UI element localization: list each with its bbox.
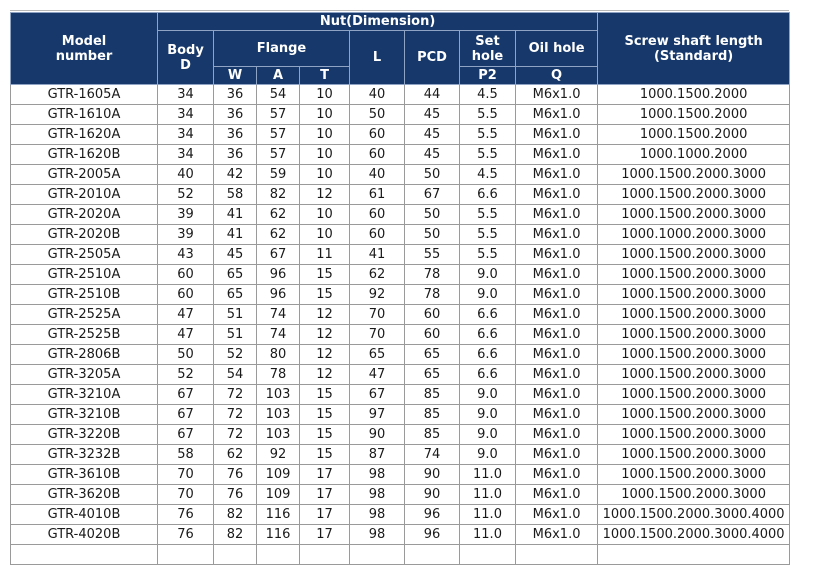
- cell-pcd: 67: [405, 185, 460, 205]
- cell-flange-a: 62: [257, 225, 300, 245]
- cell-flange-a: 67: [257, 245, 300, 265]
- cell-pcd: 45: [405, 145, 460, 165]
- cell-oil-hole-q: M6x1.0: [516, 445, 598, 465]
- cell-flange-t: 15: [300, 285, 350, 305]
- cell-set-hole-p2: 9.0: [460, 285, 516, 305]
- cell-set-hole-p2: 9.0: [460, 265, 516, 285]
- cell-screw-shaft-length: 1000.1500.2000.3000.4000: [598, 525, 790, 545]
- header-screw-line1: Screw shaft length: [624, 33, 763, 49]
- cell-length-l: 65: [350, 345, 405, 365]
- cell-model-number: GTR-2806B: [11, 345, 158, 365]
- cell-body-d: [158, 545, 214, 565]
- cell-set-hole-p2: 11.0: [460, 485, 516, 505]
- cell-flange-a: 59: [257, 165, 300, 185]
- cell-set-hole-p2: 9.0: [460, 385, 516, 405]
- cell-pcd: 96: [405, 525, 460, 545]
- table-row: [11, 505, 790, 525]
- cell-set-hole-p2: 5.5: [460, 205, 516, 225]
- cell-screw-shaft-length: 1000.1500.2000.3000: [598, 465, 790, 485]
- cell-flange-w: 45: [214, 245, 257, 265]
- cell-body-d: 76: [158, 505, 214, 525]
- cell-model-number: GTR-2510B: [11, 285, 158, 305]
- cell-flange-t: 10: [300, 145, 350, 165]
- cell-flange-t: 10: [300, 205, 350, 225]
- cell-screw-shaft-length: 1000.1500.2000.3000.4000: [598, 505, 790, 525]
- cell-set-hole-p2: 5.5: [460, 225, 516, 245]
- cell-set-hole-p2: 4.5: [460, 85, 516, 105]
- cell-oil-hole-q: M6x1.0: [516, 465, 598, 485]
- cell-pcd: 85: [405, 405, 460, 425]
- header-w: W: [214, 67, 257, 85]
- cell-length-l: 60: [350, 145, 405, 165]
- cell-model-number: GTR-3620B: [11, 485, 158, 505]
- cell-pcd: 90: [405, 485, 460, 505]
- table-row: [11, 145, 790, 165]
- cell-flange-w: 36: [214, 125, 257, 145]
- cell-flange-t: 17: [300, 525, 350, 545]
- cell-flange-a: 109: [257, 465, 300, 485]
- header-set-line1: Set: [475, 33, 500, 49]
- table-row: [11, 185, 790, 205]
- table-row: [11, 425, 790, 445]
- cell-flange-w: 76: [214, 465, 257, 485]
- cell-flange-a: 57: [257, 145, 300, 165]
- cell-oil-hole-q: M6x1.0: [516, 365, 598, 385]
- cell-flange-t: 15: [300, 265, 350, 285]
- cell-length-l: 50: [350, 105, 405, 125]
- cell-model-number: GTR-1620B: [11, 145, 158, 165]
- cell-length-l: 41: [350, 245, 405, 265]
- cell-oil-hole-q: M6x1.0: [516, 505, 598, 525]
- cell-flange-t: [300, 545, 350, 565]
- cell-screw-shaft-length: 1000.1500.2000.3000: [598, 425, 790, 445]
- cell-model-number: GTR-1605A: [11, 85, 158, 105]
- cell-model-number: GTR-4020B: [11, 525, 158, 545]
- cell-flange-w: 51: [214, 305, 257, 325]
- cell-model-number: GTR-2525A: [11, 305, 158, 325]
- table-row: [11, 365, 790, 385]
- cell-length-l: 60: [350, 125, 405, 145]
- cell-length-l: 40: [350, 85, 405, 105]
- cell-body-d: 52: [158, 365, 214, 385]
- cell-body-d: 67: [158, 425, 214, 445]
- cell-flange-t: 10: [300, 125, 350, 145]
- cell-model-number: GTR-3610B: [11, 465, 158, 485]
- cell-pcd: 45: [405, 105, 460, 125]
- cell-screw-shaft-length: 1000.1500.2000.3000: [598, 445, 790, 465]
- cell-flange-t: 12: [300, 365, 350, 385]
- cell-flange-t: 17: [300, 465, 350, 485]
- table-row: [11, 225, 790, 245]
- cell-oil-hole-q: [516, 545, 598, 565]
- ball-screw-spec-table: [10, 12, 790, 565]
- cell-body-d: 47: [158, 325, 214, 345]
- cell-screw-shaft-length: 1000.1500.2000: [598, 105, 790, 125]
- cell-model-number: GTR-2525B: [11, 325, 158, 345]
- cell-pcd: 50: [405, 165, 460, 185]
- cell-flange-a: 103: [257, 385, 300, 405]
- cell-flange-a: 92: [257, 445, 300, 465]
- cell-set-hole-p2: 6.6: [460, 185, 516, 205]
- header-oil-hole: Oil hole: [516, 31, 598, 67]
- cell-length-l: 98: [350, 505, 405, 525]
- table-row: [11, 385, 790, 405]
- cell-screw-shaft-length: 1000.1000.2000: [598, 145, 790, 165]
- cell-flange-a: 54: [257, 85, 300, 105]
- cell-model-number: GTR-2005A: [11, 165, 158, 185]
- cell-length-l: 61: [350, 185, 405, 205]
- cell-flange-w: 36: [214, 105, 257, 125]
- cell-length-l: 40: [350, 165, 405, 185]
- cell-pcd: 78: [405, 265, 460, 285]
- cell-body-d: 76: [158, 525, 214, 545]
- cell-flange-w: 82: [214, 505, 257, 525]
- cell-model-number: GTR-3210B: [11, 405, 158, 425]
- cell-model-number: GTR-3220B: [11, 425, 158, 445]
- cell-oil-hole-q: M6x1.0: [516, 185, 598, 205]
- cell-length-l: 62: [350, 265, 405, 285]
- cell-screw-shaft-length: 1000.1500.2000.3000: [598, 385, 790, 405]
- header-body: [158, 31, 214, 85]
- cell-flange-a: 82: [257, 185, 300, 205]
- cell-pcd: 90: [405, 465, 460, 485]
- cell-length-l: 87: [350, 445, 405, 465]
- table-row: [11, 465, 790, 485]
- header-screw-line2: (Standard): [653, 48, 734, 64]
- cell-model-number: GTR-3205A: [11, 365, 158, 385]
- cell-screw-shaft-length: 1000.1500.2000.3000: [598, 305, 790, 325]
- cell-flange-a: 57: [257, 125, 300, 145]
- cell-model-number: GTR-4010B: [11, 505, 158, 525]
- cell-flange-w: 65: [214, 285, 257, 305]
- cell-flange-a: 116: [257, 525, 300, 545]
- cell-screw-shaft-length: 1000.1500.2000.3000: [598, 485, 790, 505]
- cell-model-number: GTR-1610A: [11, 105, 158, 125]
- cell-flange-a: 116: [257, 505, 300, 525]
- cell-model-number: [11, 545, 158, 565]
- table-row: [11, 405, 790, 425]
- header-body-line1: Body: [167, 42, 204, 58]
- cell-flange-a: 74: [257, 325, 300, 345]
- cell-oil-hole-q: M6x1.0: [516, 265, 598, 285]
- cell-pcd: 65: [405, 365, 460, 385]
- cell-flange-t: 15: [300, 405, 350, 425]
- cell-pcd: 85: [405, 425, 460, 445]
- cell-length-l: 92: [350, 285, 405, 305]
- cell-pcd: 85: [405, 385, 460, 405]
- header-flange: Flange: [214, 31, 350, 67]
- cell-body-d: 60: [158, 265, 214, 285]
- cell-flange-w: 72: [214, 405, 257, 425]
- table-row: [11, 345, 790, 365]
- cell-length-l: 60: [350, 225, 405, 245]
- cell-screw-shaft-length: [598, 545, 790, 565]
- cell-flange-w: 36: [214, 145, 257, 165]
- table-row: [11, 205, 790, 225]
- cell-set-hole-p2: 9.0: [460, 445, 516, 465]
- cell-screw-shaft-length: 1000.1500.2000.3000: [598, 365, 790, 385]
- cell-flange-t: 12: [300, 325, 350, 345]
- cell-flange-a: 109: [257, 485, 300, 505]
- cell-set-hole-p2: 6.6: [460, 305, 516, 325]
- header-body-line2: D: [180, 57, 191, 73]
- cell-screw-shaft-length: 1000.1500.2000.3000: [598, 165, 790, 185]
- cell-body-d: 43: [158, 245, 214, 265]
- header-a: A: [257, 67, 300, 85]
- cell-body-d: 34: [158, 85, 214, 105]
- cell-body-d: 58: [158, 445, 214, 465]
- header-t: T: [300, 67, 350, 85]
- header-screw-shaft-length: [598, 13, 790, 85]
- cell-screw-shaft-length: 1000.1500.2000.3000: [598, 285, 790, 305]
- cell-body-d: 70: [158, 465, 214, 485]
- cell-set-hole-p2: 4.5: [460, 165, 516, 185]
- cell-length-l: 67: [350, 385, 405, 405]
- cell-model-number: GTR-2020B: [11, 225, 158, 245]
- table-row: [11, 445, 790, 465]
- cell-set-hole-p2: 5.5: [460, 245, 516, 265]
- cell-flange-w: [214, 545, 257, 565]
- cell-flange-w: 41: [214, 205, 257, 225]
- cell-model-number: GTR-3232B: [11, 445, 158, 465]
- cell-flange-w: 72: [214, 385, 257, 405]
- cell-set-hole-p2: 5.5: [460, 125, 516, 145]
- cell-screw-shaft-length: 1000.1500.2000.3000: [598, 405, 790, 425]
- table-row: [11, 265, 790, 285]
- header-model-number: [11, 13, 158, 85]
- cell-flange-a: 62: [257, 205, 300, 225]
- cell-flange-t: 12: [300, 305, 350, 325]
- cell-length-l: 98: [350, 465, 405, 485]
- cell-flange-w: 51: [214, 325, 257, 345]
- table-body: [11, 85, 790, 565]
- cell-set-hole-p2: 5.5: [460, 145, 516, 165]
- cell-model-number: GTR-2010A: [11, 185, 158, 205]
- cell-oil-hole-q: M6x1.0: [516, 485, 598, 505]
- cell-body-d: 39: [158, 225, 214, 245]
- cell-screw-shaft-length: 1000.1500.2000: [598, 85, 790, 105]
- cell-body-d: 67: [158, 405, 214, 425]
- cell-body-d: 50: [158, 345, 214, 365]
- cell-flange-w: 42: [214, 165, 257, 185]
- cell-oil-hole-q: M6x1.0: [516, 205, 598, 225]
- cell-flange-t: 11: [300, 245, 350, 265]
- cell-set-hole-p2: 11.0: [460, 505, 516, 525]
- cell-length-l: 70: [350, 305, 405, 325]
- cell-flange-w: 52: [214, 345, 257, 365]
- cell-length-l: 90: [350, 425, 405, 445]
- cell-flange-a: 96: [257, 265, 300, 285]
- table-row: [11, 545, 790, 565]
- header-p2: P2: [460, 67, 516, 85]
- cell-screw-shaft-length: 1000.1500.2000.3000: [598, 245, 790, 265]
- cell-flange-w: 54: [214, 365, 257, 385]
- cell-pcd: 60: [405, 305, 460, 325]
- cell-oil-hole-q: M6x1.0: [516, 245, 598, 265]
- cell-oil-hole-q: M6x1.0: [516, 385, 598, 405]
- cell-oil-hole-q: M6x1.0: [516, 405, 598, 425]
- top-border-line: [10, 10, 789, 11]
- cell-oil-hole-q: M6x1.0: [516, 105, 598, 125]
- header-nut-dimension: Nut(Dimension): [158, 13, 598, 31]
- cell-flange-w: 82: [214, 525, 257, 545]
- cell-length-l: 70: [350, 325, 405, 345]
- cell-flange-w: 62: [214, 445, 257, 465]
- cell-set-hole-p2: 9.0: [460, 425, 516, 445]
- table-row: [11, 285, 790, 305]
- cell-screw-shaft-length: 1000.1500.2000: [598, 125, 790, 145]
- cell-set-hole-p2: 6.6: [460, 365, 516, 385]
- cell-oil-hole-q: M6x1.0: [516, 345, 598, 365]
- cell-model-number: GTR-3210A: [11, 385, 158, 405]
- cell-flange-t: 17: [300, 505, 350, 525]
- cell-flange-a: 80: [257, 345, 300, 365]
- table-row: [11, 105, 790, 125]
- header-q: Q: [516, 67, 598, 85]
- cell-set-hole-p2: 9.0: [460, 405, 516, 425]
- cell-flange-t: 10: [300, 85, 350, 105]
- cell-body-d: 60: [158, 285, 214, 305]
- cell-set-hole-p2: [460, 545, 516, 565]
- table-header: [11, 13, 790, 85]
- header-set-hole: [460, 31, 516, 67]
- cell-flange-t: 10: [300, 105, 350, 125]
- cell-pcd: 44: [405, 85, 460, 105]
- cell-model-number: GTR-1620A: [11, 125, 158, 145]
- cell-body-d: 34: [158, 105, 214, 125]
- cell-screw-shaft-length: 1000.1500.2000.3000: [598, 205, 790, 225]
- cell-flange-t: 12: [300, 185, 350, 205]
- cell-pcd: 74: [405, 445, 460, 465]
- cell-pcd: 45: [405, 125, 460, 145]
- cell-pcd: 50: [405, 205, 460, 225]
- cell-model-number: GTR-2510A: [11, 265, 158, 285]
- cell-pcd: 55: [405, 245, 460, 265]
- cell-length-l: 47: [350, 365, 405, 385]
- table-row: [11, 125, 790, 145]
- cell-pcd: 96: [405, 505, 460, 525]
- cell-oil-hole-q: M6x1.0: [516, 165, 598, 185]
- cell-screw-shaft-length: 1000.1500.2000.3000: [598, 325, 790, 345]
- cell-set-hole-p2: 11.0: [460, 525, 516, 545]
- cell-oil-hole-q: M6x1.0: [516, 425, 598, 445]
- cell-flange-t: 15: [300, 385, 350, 405]
- table-row: [11, 305, 790, 325]
- cell-body-d: 52: [158, 185, 214, 205]
- cell-body-d: 67: [158, 385, 214, 405]
- header-pcd: PCD: [405, 31, 460, 85]
- header-model-line2: number: [55, 48, 113, 64]
- cell-length-l: 60: [350, 205, 405, 225]
- cell-oil-hole-q: M6x1.0: [516, 325, 598, 345]
- cell-flange-a: 57: [257, 105, 300, 125]
- cell-flange-t: 10: [300, 225, 350, 245]
- cell-set-hole-p2: 5.5: [460, 105, 516, 125]
- cell-model-number: GTR-2505A: [11, 245, 158, 265]
- cell-pcd: 60: [405, 325, 460, 345]
- cell-flange-t: 17: [300, 485, 350, 505]
- cell-length-l: [350, 545, 405, 565]
- cell-body-d: 47: [158, 305, 214, 325]
- cell-flange-w: 36: [214, 85, 257, 105]
- cell-pcd: 65: [405, 345, 460, 365]
- cell-body-d: 70: [158, 485, 214, 505]
- table-row: [11, 245, 790, 265]
- cell-body-d: 39: [158, 205, 214, 225]
- table-row: [11, 325, 790, 345]
- cell-flange-w: 72: [214, 425, 257, 445]
- cell-body-d: 34: [158, 125, 214, 145]
- table-row: [11, 165, 790, 185]
- cell-length-l: 97: [350, 405, 405, 425]
- cell-screw-shaft-length: 1000.1000.2000.3000: [598, 225, 790, 245]
- cell-set-hole-p2: 6.6: [460, 325, 516, 345]
- cell-set-hole-p2: 11.0: [460, 465, 516, 485]
- cell-flange-a: 96: [257, 285, 300, 305]
- cell-flange-w: 41: [214, 225, 257, 245]
- header-set-line2: hole: [471, 48, 504, 64]
- cell-oil-hole-q: M6x1.0: [516, 145, 598, 165]
- cell-oil-hole-q: M6x1.0: [516, 285, 598, 305]
- cell-oil-hole-q: M6x1.0: [516, 85, 598, 105]
- cell-set-hole-p2: 6.6: [460, 345, 516, 365]
- cell-flange-a: [257, 545, 300, 565]
- cell-flange-t: 12: [300, 345, 350, 365]
- cell-oil-hole-q: M6x1.0: [516, 525, 598, 545]
- cell-screw-shaft-length: 1000.1500.2000.3000: [598, 265, 790, 285]
- table-row: [11, 85, 790, 105]
- cell-oil-hole-q: M6x1.0: [516, 305, 598, 325]
- cell-flange-a: 74: [257, 305, 300, 325]
- cell-flange-a: 103: [257, 425, 300, 445]
- header-l: L: [350, 31, 405, 85]
- cell-flange-w: 76: [214, 485, 257, 505]
- cell-body-d: 40: [158, 165, 214, 185]
- cell-flange-w: 58: [214, 185, 257, 205]
- cell-model-number: GTR-2020A: [11, 205, 158, 225]
- cell-length-l: 98: [350, 485, 405, 505]
- cell-flange-w: 65: [214, 265, 257, 285]
- cell-oil-hole-q: M6x1.0: [516, 125, 598, 145]
- cell-length-l: 98: [350, 525, 405, 545]
- table-row: [11, 525, 790, 545]
- table-row: [11, 485, 790, 505]
- cell-pcd: 78: [405, 285, 460, 305]
- cell-flange-a: 103: [257, 405, 300, 425]
- cell-flange-t: 10: [300, 165, 350, 185]
- cell-flange-t: 15: [300, 445, 350, 465]
- cell-screw-shaft-length: 1000.1500.2000.3000: [598, 185, 790, 205]
- cell-flange-a: 78: [257, 365, 300, 385]
- cell-oil-hole-q: M6x1.0: [516, 225, 598, 245]
- cell-pcd: 50: [405, 225, 460, 245]
- header-model-line1: Model: [61, 33, 107, 49]
- cell-body-d: 34: [158, 145, 214, 165]
- cell-flange-t: 15: [300, 425, 350, 445]
- cell-pcd: [405, 545, 460, 565]
- cell-screw-shaft-length: 1000.1500.2000.3000: [598, 345, 790, 365]
